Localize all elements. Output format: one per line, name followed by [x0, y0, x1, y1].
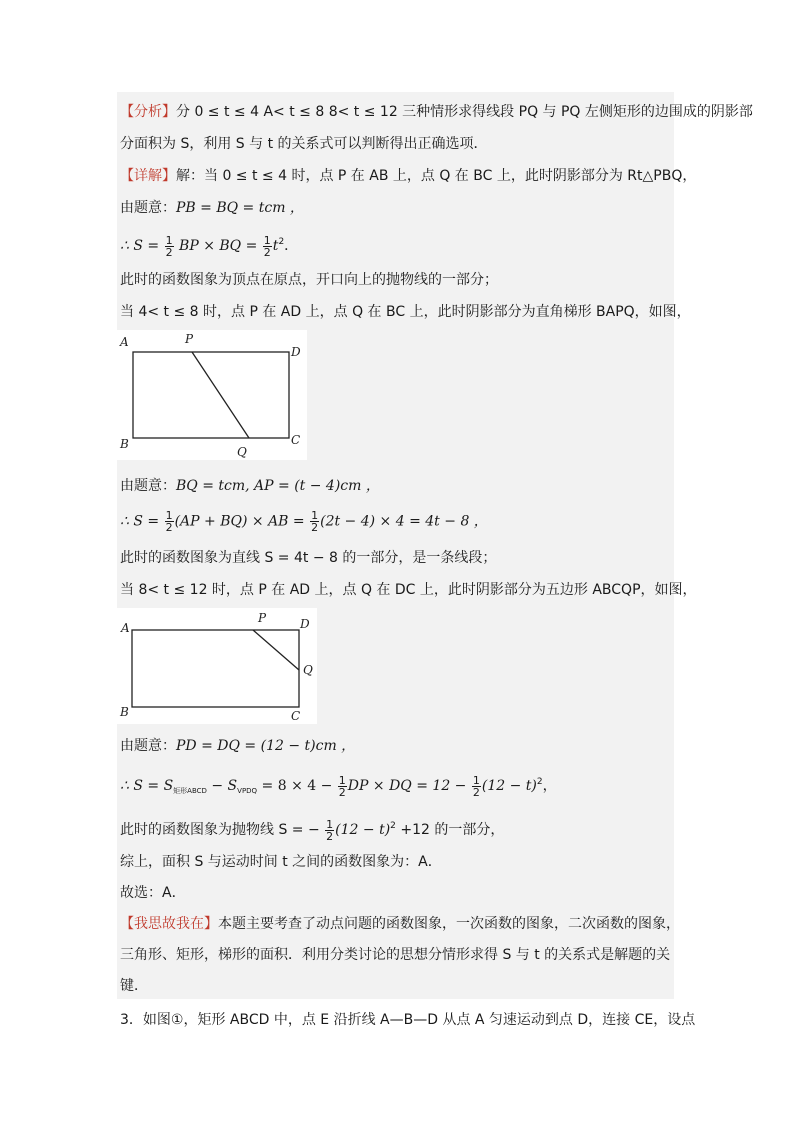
- condition-line-2: [120, 476, 680, 496]
- figure-rectangle-trapezoid: [117, 330, 307, 460]
- formula-part: ，: [542, 778, 557, 794]
- exponent: 2: [278, 237, 285, 247]
- text-line-6: 此时的函数图象为顶点在原点，开口向上的抛物线的一部分；: [120, 272, 498, 288]
- condition-line-1: [120, 198, 680, 218]
- detail-line-1: [120, 166, 697, 186]
- formula-part: ∴ S = S: [120, 778, 174, 794]
- label-D: D: [300, 617, 310, 631]
- text-line-7: 当 4< t ≤ 8 时，点 P 在 AD 上，点 Q 在 BC 上，此时阴影部分为直角梯形 BAPQ，如图，: [120, 304, 691, 320]
- formula-part: ．: [284, 238, 299, 254]
- question-3-line: 3．如图①，矩形 ABCD 中，点 E 沿折线 A—B—D 从点 A 匀速运动到点 D，连接 CE，设点: [120, 1012, 696, 1028]
- formula-part: (12 − t): [481, 778, 537, 794]
- label-B: B: [120, 437, 129, 451]
- fraction-half: $\frac{1}{2}$: [165, 509, 173, 534]
- formula-part: ∴ S =: [120, 238, 160, 254]
- label-B: B: [120, 705, 129, 719]
- fraction-half: $\frac{1}{2}$: [263, 233, 271, 259]
- fraction-half: $\frac{1}{2}$: [311, 509, 319, 534]
- text-line-10: 此时的函数图象为直线 S = 4t − 8 的一部分，是一条线段；: [120, 550, 497, 566]
- fraction-half: $\frac{1}{2}$: [326, 817, 334, 843]
- condition-formula: PB = BQ = tcm ，: [176, 200, 304, 216]
- analysis-line-2: 分面积为 S，利用 S 与 t 的关系式可以判断得出正确选项．: [120, 136, 488, 152]
- text-line-11: 当 8< t ≤ 12 时，点 P 在 AD 上，点 Q 在 DC 上，此时阴影部分为五边形 ABCQP，如图，: [120, 582, 697, 598]
- formula-part: (AP + BQ) × AB =: [174, 513, 305, 530]
- label-Q: Q: [303, 663, 313, 677]
- analysis-tag: 【分析】: [120, 104, 176, 120]
- formula-part: DP × DQ = 12 −: [347, 778, 467, 794]
- figure-rectangle-pentagon: [117, 608, 317, 724]
- label-C: C: [291, 709, 301, 723]
- label-P: P: [258, 611, 267, 625]
- exponent: 2: [390, 821, 396, 831]
- condition-label: 由题意：: [120, 738, 176, 754]
- fraction-half: $\frac{1}{2}$: [338, 773, 346, 799]
- formula-part: = 8 × 4 −: [257, 778, 333, 794]
- formula-part: BP × BQ =: [179, 238, 258, 254]
- formula-line-1: [120, 232, 680, 258]
- formula-line-3: [120, 772, 680, 801]
- text-line-16: 故选：A．: [120, 885, 186, 901]
- label-P: P: [185, 332, 194, 346]
- formula-part: 此时的函数图象为抛物线 S = −: [120, 822, 320, 838]
- subscript: 矩形ABCD: [173, 787, 207, 795]
- formula-part: ∴ S =: [120, 513, 160, 530]
- analysis-line-1: [120, 102, 753, 122]
- label-A: A: [121, 621, 130, 635]
- condition-formula: PD = DQ = (12 − t)cm ，: [176, 738, 356, 754]
- fraction-half: $\frac{1}{2}$: [165, 233, 173, 259]
- condition-formula: BQ = tcm, AP = (t − 4)cm ，: [176, 478, 380, 494]
- condition-line-3: [120, 736, 680, 756]
- reflect-line-1: [120, 914, 680, 934]
- condition-label: 由题意：: [120, 478, 176, 494]
- fraction-half: $\frac{1}{2}$: [472, 773, 480, 799]
- text-line-15: 综上，面积 S 与运动时间 t 之间的函数图象为：A．: [120, 854, 442, 870]
- reflect-line-3: 键．: [120, 978, 148, 994]
- label-C: C: [291, 433, 301, 447]
- formula-part: t: [272, 238, 279, 254]
- formula-part: − S: [206, 778, 238, 794]
- formula-part: (2t − 4) × 4 = 4t − 8 ，: [320, 513, 488, 530]
- subscript: VPDQ: [237, 787, 258, 795]
- reflect-text-1: 本题主要考查了动点问题的函数图象，一次函数的图象，二次函数的图象，: [218, 916, 680, 932]
- condition-label: 由题意：: [120, 200, 176, 216]
- formula-line-2: [120, 510, 680, 533]
- label-Q: Q: [237, 445, 247, 459]
- formula-part: (12 − t): [335, 822, 391, 838]
- label-D: D: [291, 345, 301, 359]
- detail-tag: 【详解】: [120, 168, 176, 184]
- analysis-text-1: 分 0 ≤ t ≤ 4 A< t ≤ 8 8< t ≤ 12 三种情形求得线段 PQ 与 PQ 左侧矩形的边围成的阴影部: [176, 104, 753, 120]
- reflect-line-2: 三角形、矩形，梯形的面积．利用分类讨论的思想分情形求得 S 与 t 的关系式是解题的关: [120, 947, 671, 963]
- label-A: A: [120, 335, 129, 349]
- reflect-tag: 【我思故我在】: [120, 916, 218, 932]
- formula-line-4: [120, 816, 680, 842]
- detail-text-1: 解：当 0 ≤ t ≤ 4 时，点 P 在 AB 上，点 Q 在 BC 上，此时阴影部分为 Rt△PBQ，: [176, 168, 697, 184]
- exponent: 2: [536, 777, 543, 787]
- formula-part: +12 的一部分，: [395, 822, 505, 838]
